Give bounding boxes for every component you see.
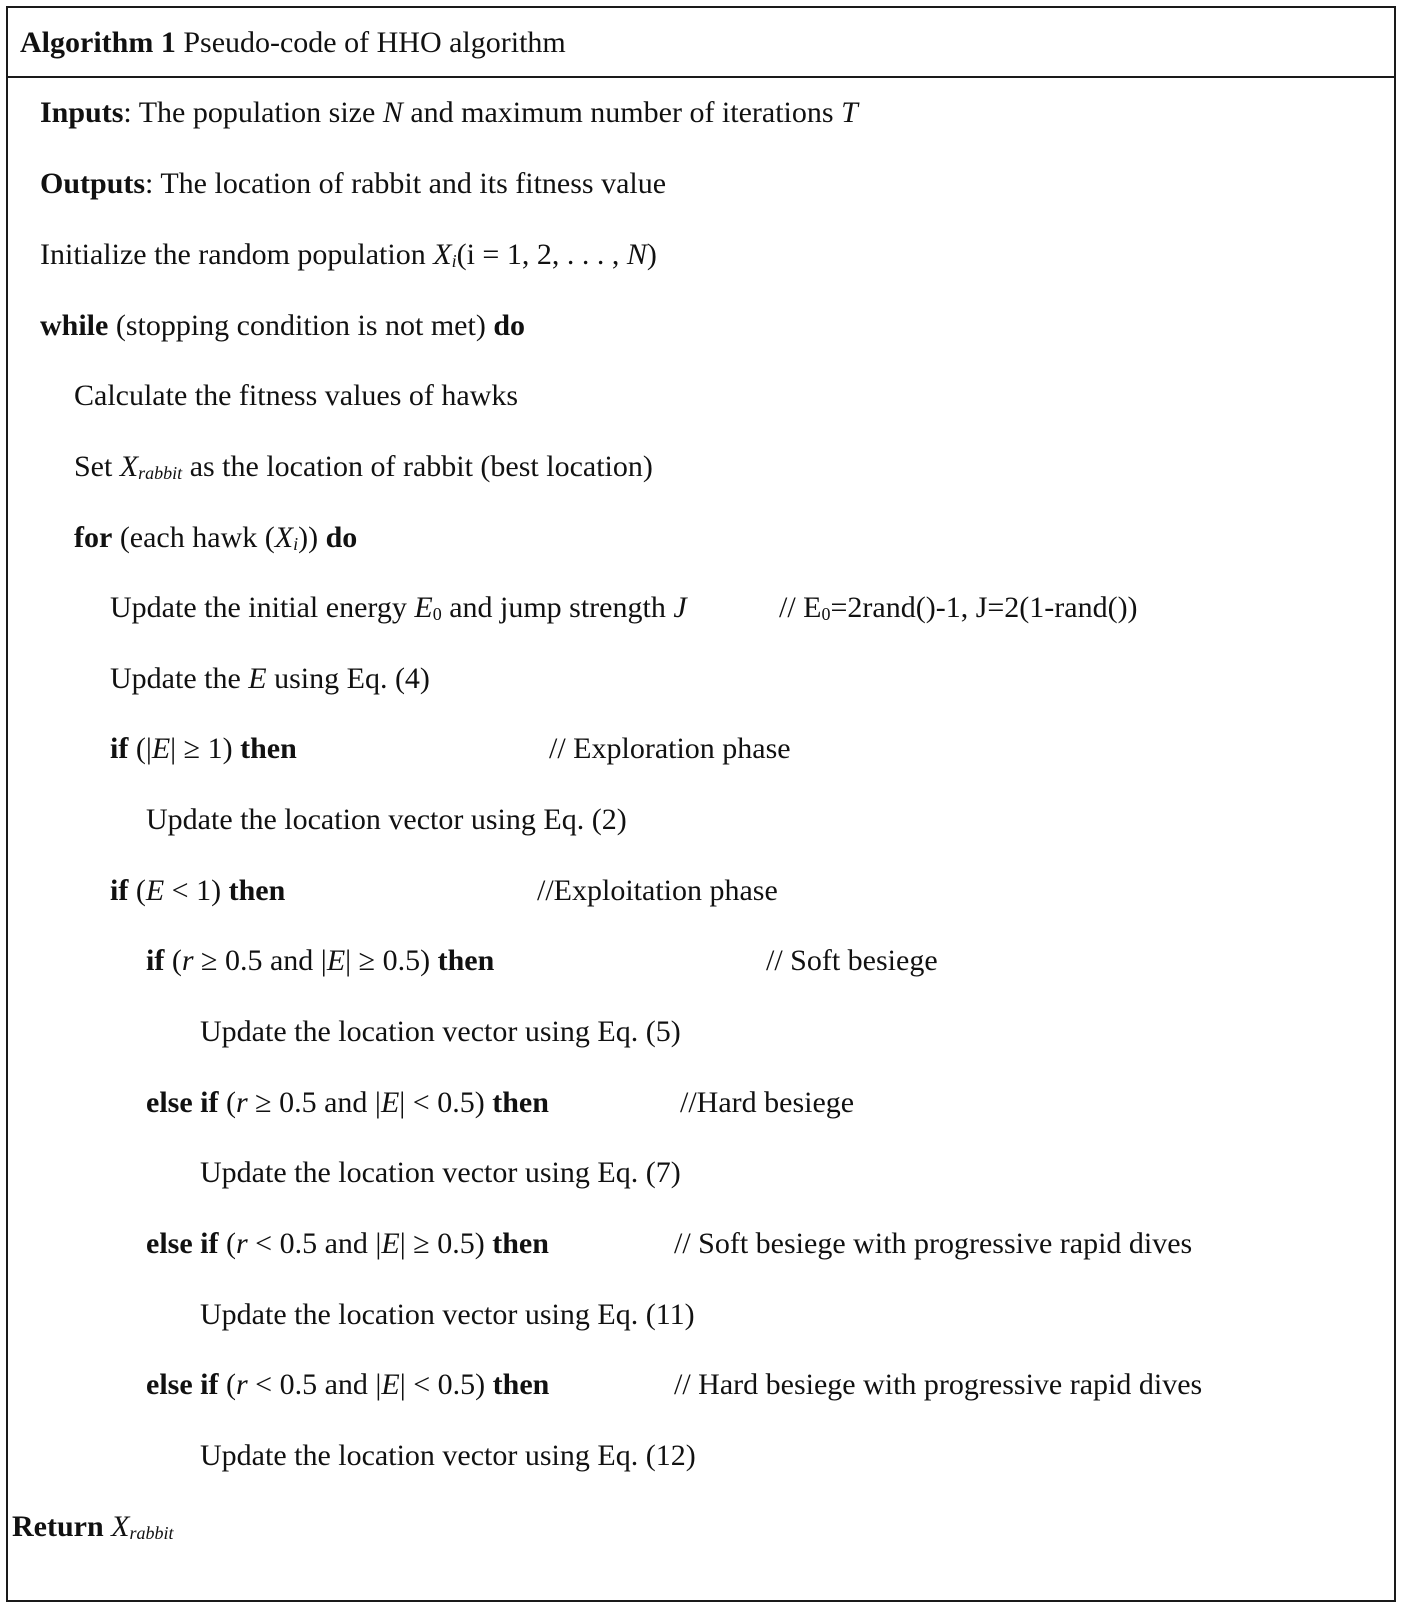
variable: E [151,732,171,765]
keyword: then [437,944,495,977]
text: Update the location vector using Eq. (7) [200,1156,681,1189]
text: Update the location vector using Eq. (2) [146,803,627,836]
line-while [40,308,525,344]
text: < 0.5 and | [247,1227,382,1260]
keyword: then [492,1368,550,1401]
text: : The population size [123,96,383,129]
line-if-soft-besiege [146,943,494,979]
variable: X [274,521,294,554]
line-update-energy [110,590,687,629]
line-elseif-hard-besiege [146,1085,549,1121]
text: (| [128,732,152,765]
line-elseif-hard-dives [146,1367,549,1403]
variable: X [119,450,139,483]
text: using Eq. (4) [266,662,430,695]
text: Update the initial energy [110,591,415,624]
line-calculate-fitness [74,378,518,414]
variable: E [381,1368,400,1401]
line-elseif-soft-dives [146,1226,549,1262]
algorithm-caption [20,26,566,60]
text: ( [218,1227,236,1260]
text: ( [218,1368,236,1401]
line-update-eq7 [200,1155,681,1191]
line-set-rabbit [74,449,653,488]
algorithm-title: Pseudo-code of HHO algorithm [183,26,566,59]
text: < 1) [164,874,229,907]
line-update-eq11 [200,1297,695,1333]
text: | < 0.5) [399,1086,493,1119]
text: Update the [110,662,249,695]
algorithm-label: Algorithm 1 [20,26,176,59]
variable: r [235,1086,248,1119]
subscript: i [451,251,457,271]
text: | ≥ 0.5) [399,1227,493,1260]
text: Set [74,450,120,483]
variable: T [841,96,858,129]
variable: N [382,96,403,129]
text: ≥ 0.5 and | [247,1086,381,1119]
subscript: 0 [821,604,831,624]
line-return [12,1509,174,1548]
text: =2rand()-1, J=2(1-rand()) [830,591,1138,624]
text: as the location of rabbit (best location) [182,450,653,483]
keyword: do [325,521,358,554]
keyword: Inputs [40,96,124,129]
variable: X [433,238,452,271]
subscript: i [293,534,299,554]
text: (stopping condition is not met) [108,309,494,342]
keyword: then [240,732,297,765]
keyword: then [492,1227,549,1260]
keyword: if [146,944,165,977]
comment-exploration: // Exploration phase [549,732,791,765]
keyword: Outputs [40,167,146,200]
text: (i = 1, 2, . . . , [456,238,627,271]
variable: E [380,1086,400,1119]
keyword: then [492,1086,549,1119]
text: | ≥ 1) [170,732,241,765]
keyword: if [110,732,129,765]
comment-energy [779,590,1138,629]
text: Update the location vector using Eq. (5) [200,1015,681,1048]
text: )) [298,521,326,554]
text: ( [218,1086,236,1119]
text: < 0.5 and | [247,1368,382,1401]
subscript: rabbit [129,1523,174,1543]
variable: r [181,944,194,977]
line-initialize [40,237,657,276]
line-update-e [110,661,430,697]
line-if-exploitation [110,873,285,909]
keyword: Return [12,1510,104,1543]
variable: r [235,1368,248,1401]
text: | < 0.5) [399,1368,493,1401]
comment-soft-besiege: // Soft besiege [766,944,938,977]
line-inputs [40,95,858,131]
text: ( [164,944,182,977]
text: | ≥ 0.5) [345,944,438,977]
variable: J [673,591,687,624]
line-for [74,520,357,559]
variable: r [235,1227,248,1260]
comment-exploitation: //Exploitation phase [537,874,778,907]
comment-hard-dives: // Hard besiege with progressive rapid dives [674,1368,1203,1401]
variable: E [145,874,165,907]
variable: E [414,591,433,624]
keyword: else if [146,1227,219,1260]
keyword: do [493,309,526,342]
text: Initialize the random population [40,238,434,271]
variable: N [626,238,647,271]
line-if-exploration [110,731,297,767]
variable: E [248,662,267,695]
text: Update the location vector using Eq. (12) [200,1439,696,1472]
line-outputs [40,166,666,202]
text: ≥ 0.5 and | [193,944,327,977]
variable: E [381,1227,400,1260]
text: and jump strength [441,591,674,624]
subscript: 0 [432,604,442,624]
line-update-eq2 [146,802,627,838]
line-update-eq5 [200,1014,681,1050]
keyword: for [74,521,113,554]
comment-hard-besiege: //Hard besiege [680,1086,855,1119]
keyword: else if [146,1368,219,1401]
text: : The location of rabbit and its fitness value [145,167,667,200]
text: Update the location vector using Eq. (11) [200,1298,695,1331]
text: ) [646,238,657,271]
text: // E [779,591,822,624]
comment-soft-dives: // Soft besiege with progressive rapid dives [674,1227,1193,1260]
algorithm-header [8,8,1394,78]
subscript: rabbit [138,463,183,483]
keyword: if [110,874,129,907]
text: and maximum number of iterations [402,96,842,129]
keyword: then [228,874,286,907]
keyword: while [40,309,109,342]
text: Calculate the fitness values of hawks [74,379,519,412]
keyword: else if [146,1086,219,1119]
text: ( [128,874,146,907]
line-update-eq12 [200,1438,696,1474]
variable: X [111,1510,130,1543]
text: (each hawk ( [112,521,275,554]
variable: E [326,944,346,977]
